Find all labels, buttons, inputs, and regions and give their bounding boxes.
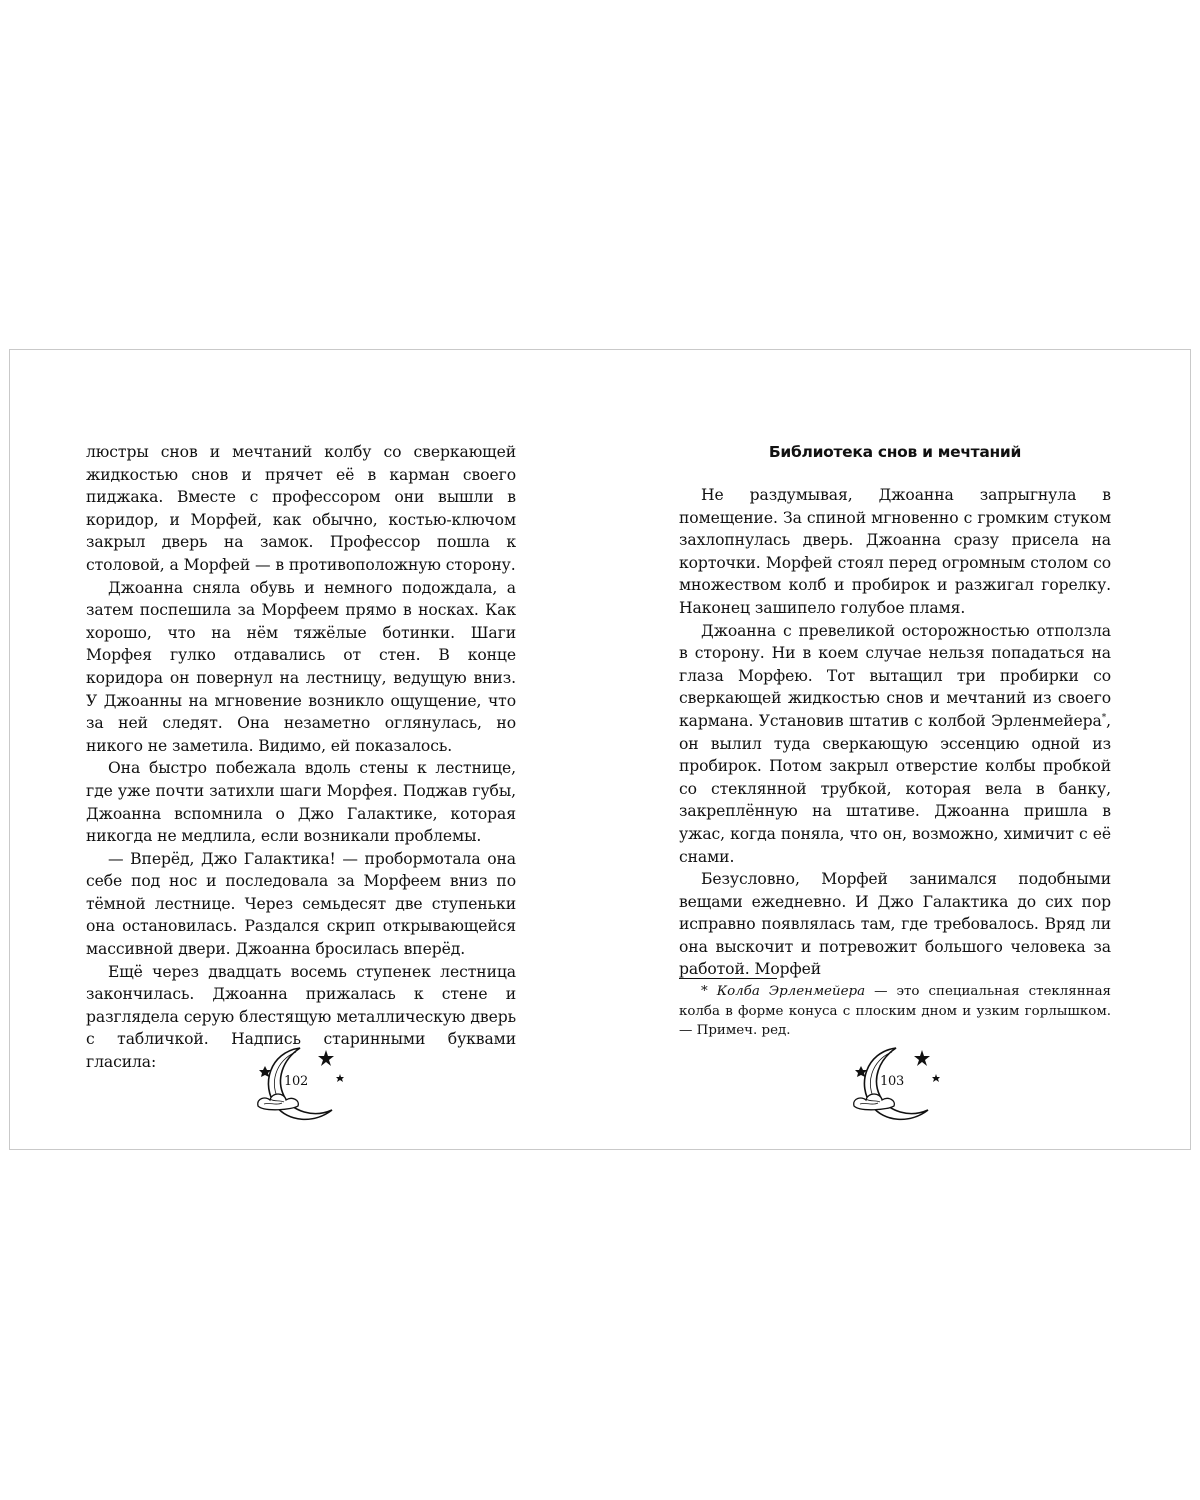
footnote-term: Колба Эрленмейера	[716, 984, 866, 999]
right-page	[601, 350, 1192, 1149]
chapter-title: Библиотека снов и мечтаний	[768, 443, 1022, 461]
page-number: 102	[284, 1074, 308, 1089]
right-page-body	[679, 441, 1111, 981]
footnote-text: — это специальная стеклянная колба в форме конуса с плоским дном и узким горлышком. — Примеч. ред.	[679, 984, 1111, 1038]
page-number: 103	[880, 1074, 904, 1089]
footnote-marker: *	[1101, 712, 1107, 723]
paragraph-text: Джоанна с превеликой осторожностью отползла в сторону. Ни в коем случае нельзя попадаться на глаза Морфею. Тот вытащил три пробирки со сверкающей жидкостью снов и мечтаний из своего кармана. Установив штатив с колбой Эрленмейера	[679, 621, 1111, 730]
footnote	[679, 982, 1111, 1041]
paragraph: Не раздумывая, Джоанна запрыгнула в помещение. За спиной мгновенно с громким стуком захлопнулась дверь. Джоанна сразу присела на корточки. Морфей стоял перед огромным столом со множеством колб и пробирок и разжигал горелку. Наконец зашипело голубое пламя.	[679, 486, 1111, 617]
paragraph: Она быстро побежала вдоль стены к лестнице, где уже почти затихли шаги Морфея. Поджав губы, Джоанна вспомнила о Джо Галактике, которая никогда не медлила, если возникали проблемы.	[86, 759, 516, 846]
paragraph: люстры снов и мечтаний колбу со сверкающей жидкостью снов и прячет её в карман своего пиджака. Вместе с профессором они вышли в коридор, и Морфей, как обычно, костью-ключом закрыл дверь на замок. Профессор пошла к столовой, а Морфей — в противоположную сторону.	[86, 443, 516, 574]
left-page	[10, 350, 601, 1149]
paragraph: Джоанна сняла обувь и немного подождала, а затем поспешила за Морфеем прямо в носках. Как хорошо, что на нём тяжёлые ботинки. Шаги Морфея гулко отдавались от стен. В конце коридора он повернул на лестницу, ведущую вниз. У Джоанны на мгновение возникло ощущение, что за ней следят. Она незаметно оглянулась, но никого не заметила. Видимо, ей показалось.	[86, 578, 516, 755]
paragraph: — Вперёд, Джо Галактика! — пробормотала она себе под нос и последовала за Морфеем вниз по тёмной лестнице. Через семьдесят две ступеньки она остановилась. Раздался скрип открывающейся массивной двери. Джоанна бросилась вперёд.	[86, 849, 516, 959]
page-number-ornament	[844, 1040, 944, 1130]
footnote-rule	[679, 978, 777, 979]
page-number-ornament	[248, 1040, 348, 1130]
paragraph: Ещё через двадцать восемь ступенек лестница закончилась. Джоанна прижалась к стене и разглядела серую блестящую металлическую дверь с табличкой. Надпись старинными буквами гласила:	[86, 962, 516, 1072]
paragraph: Безусловно, Морфей занимался подобными вещами ежедневно. И Джо Галактика до сих пор исправно появлялась там, где требовалось. Вряд ли она выскочит и потревожит большого человека за работой. Морфей	[679, 870, 1111, 979]
paragraph-text: , он вылил туда сверкающую эссенцию одной из пробирок. Потом закрыл отверстие колбы пробкой со стеклянной трубкой, которая вела в банку, закреплённую на штативе. Джоанна пришла в ужас, когда поняла, что он, возможно, химичит с её снами.	[679, 711, 1111, 866]
paragraph	[679, 620, 1111, 869]
left-page-body	[86, 441, 516, 1074]
footnote-asterisk: *	[701, 984, 708, 999]
book-spread	[9, 349, 1191, 1150]
